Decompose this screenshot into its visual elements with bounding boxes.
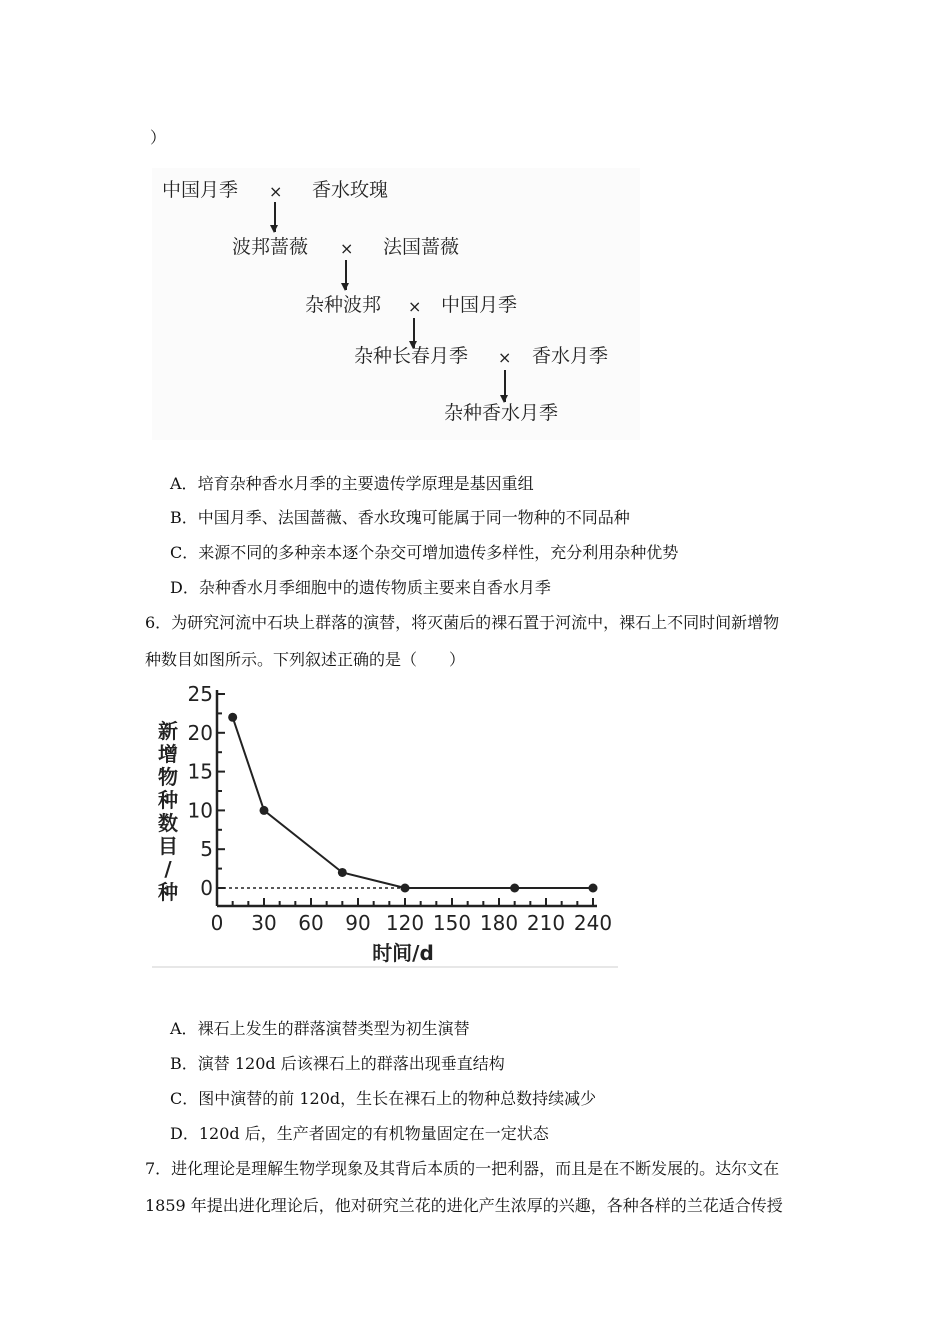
series-line (233, 717, 593, 888)
x-tick-label: 240 (573, 911, 613, 935)
data-point (401, 884, 410, 893)
x-tick-label: 210 (526, 911, 566, 935)
q7-stem-line-1: 7．进化理论是理解生物学现象及其背后本质的一把利器，而且是在不断发展的。达尔文在 (145, 1159, 780, 1178)
q6-option-a (170, 1019, 470, 1039)
q5-option-b (170, 508, 630, 528)
parent-left-4: 杂种长春月季 (354, 345, 469, 367)
x-axis-title: 时间/d (372, 941, 434, 965)
q6-option-d (170, 1124, 549, 1144)
y-axis-title-char: 目 (158, 834, 178, 858)
option-text: 120d 后，生产者固定的有机物量固定在一定状态 (198, 1124, 549, 1143)
data-point (338, 868, 347, 877)
y-axis-title-char: 物 (158, 765, 178, 789)
species-chart (152, 680, 618, 968)
parent-left-3: 杂种波邦 (305, 294, 382, 316)
y-tick-label: 0 (200, 876, 213, 900)
data-point (228, 713, 237, 722)
species-chart-svg (152, 680, 618, 968)
option-text: 演替 120d 后该裸石上的群落出现垂直结构 (197, 1054, 505, 1073)
arrow-4 (504, 370, 506, 402)
arrow-2 (345, 260, 347, 290)
q5-option-a (170, 474, 534, 494)
hybrid-result: 杂种香水月季 (444, 402, 559, 424)
cross-symbol-4: × (498, 348, 512, 367)
y-tick-label: 25 (187, 682, 213, 706)
y-axis-title-char: 增 (158, 742, 178, 766)
q6-option-c (170, 1089, 596, 1109)
q7-stem-line-2: 1859 年提出进化理论后，他对研究兰花的进化产生浓厚的兴趣，各种各样的兰花适合传授 (145, 1196, 783, 1215)
parent-right-4: 香水月季 (532, 345, 609, 367)
option-text: 图中演替的前 120d，生长在裸石上的物种总数持续减少 (198, 1089, 597, 1108)
option-text: 中国月季、法国蔷薇、香水玫瑰可能属于同一物种的不同品种 (197, 508, 630, 527)
x-tick-label: 60 (298, 911, 324, 935)
y-tick-label: 10 (187, 798, 213, 823)
option-letter: A． (170, 474, 198, 493)
q6-stem-line-1: 6．为研究河流中石块上群落的演替，将灭菌后的裸石置于河流中，裸石上不同时间新增物 (145, 613, 780, 632)
x-tick-label: 0 (210, 911, 224, 935)
y-axis-title-char: 新 (158, 719, 178, 743)
x-tick-label: 180 (479, 911, 519, 935)
data-point (260, 806, 269, 815)
option-text: 杂种香水月季细胞中的遗传物质主要来自香水月季 (198, 578, 551, 597)
parent-right-2: 法国蔷薇 (383, 236, 460, 258)
question-continuation-paren: ） (150, 128, 167, 147)
option-letter: D． (170, 1124, 199, 1143)
option-letter: A． (170, 1019, 198, 1038)
y-axis-title-char: 种 (158, 788, 178, 812)
x-tick-label: 90 (345, 911, 371, 935)
y-tick-label: 5 (200, 837, 213, 862)
q5-option-d (170, 578, 551, 598)
option-text: 裸石上发生的群落演替类型为初生演替 (197, 1019, 470, 1038)
q5-option-c (170, 543, 678, 563)
arrow-1 (274, 202, 276, 232)
option-letter: B． (170, 508, 198, 527)
parent-left-1: 中国月季 (162, 179, 239, 201)
y-axis-title-char: 种 (158, 880, 178, 904)
x-tick-label: 150 (432, 911, 472, 935)
cross-symbol-3: × (408, 297, 422, 316)
option-letter: C． (170, 1089, 199, 1108)
option-letter: D． (170, 578, 199, 597)
x-tick-label: 120 (385, 911, 425, 935)
option-letter: B． (170, 1054, 198, 1073)
data-point (510, 884, 519, 893)
cross-symbol-1: × (269, 182, 283, 201)
y-tick-label: 15 (187, 759, 213, 784)
q6-option-b (170, 1054, 505, 1074)
y-axis-title-char: / (164, 857, 172, 881)
parent-right-1: 香水玫瑰 (312, 179, 389, 201)
option-letter: C． (170, 543, 199, 562)
y-tick-label: 20 (187, 720, 213, 745)
x-tick-label: 30 (251, 911, 277, 935)
parent-left-2: 波邦蔷薇 (232, 236, 309, 258)
option-text: 培育杂种香水月季的主要遗传学原理是基因重组 (197, 474, 534, 493)
y-axis-title-char: 数 (158, 811, 178, 835)
data-point (589, 884, 598, 893)
cross-symbol-2: × (340, 239, 354, 258)
option-text: 来源不同的多种亲本逐个杂交可增加遗传多样性，充分利用杂种优势 (198, 543, 679, 562)
parent-right-3: 中国月季 (441, 294, 518, 316)
q6-stem-line-2: 种数目如图所示。下列叙述正确的是（ ） (145, 650, 466, 669)
hybridization-diagram (152, 168, 640, 440)
arrow-3 (413, 318, 415, 348)
